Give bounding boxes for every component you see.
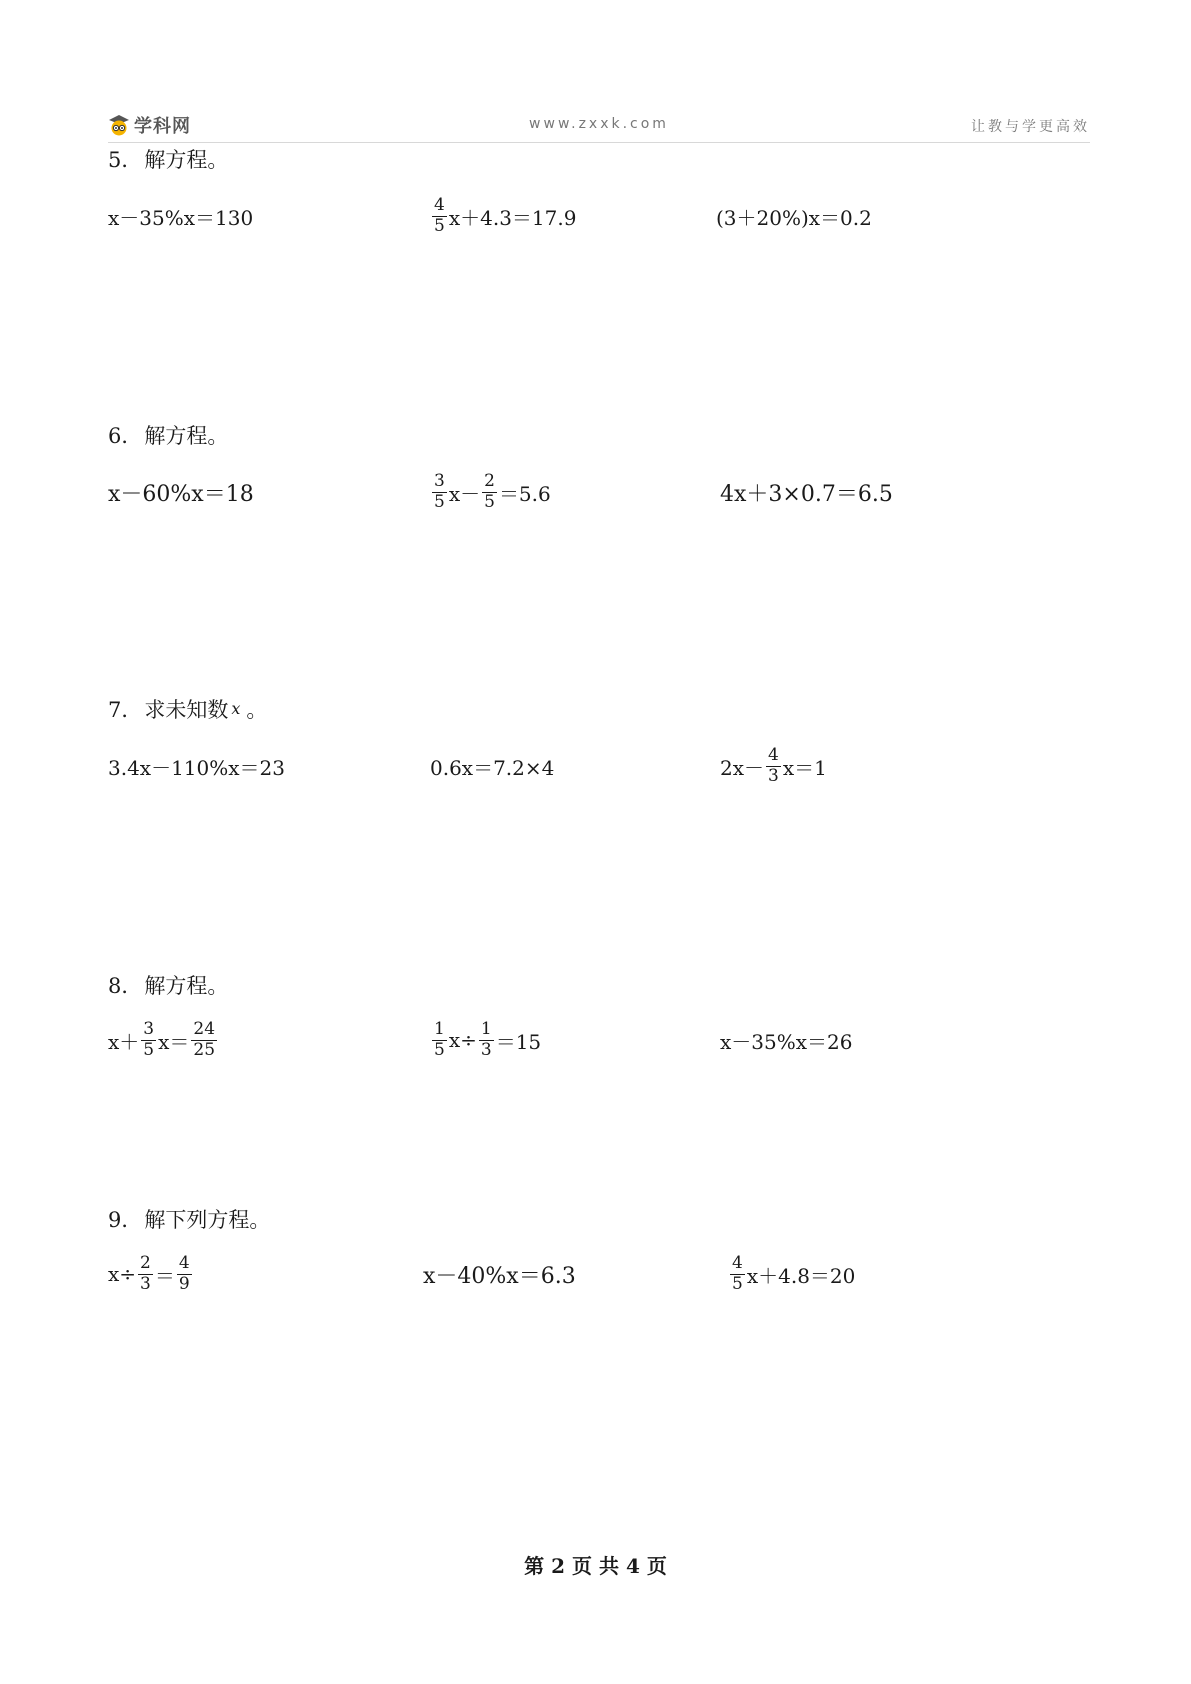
problem-instruction: 解方程。 bbox=[144, 148, 229, 172]
problem-number: 7． bbox=[108, 698, 143, 722]
total-pages: 4 bbox=[625, 1554, 640, 1578]
equation-1: x－60%x＝18 bbox=[108, 481, 254, 507]
equation-2: 0.6x＝7.2×4 bbox=[430, 755, 555, 780]
fraction: $\frac{4}{9}$ bbox=[178, 1252, 190, 1294]
equation-2: $\frac{3}{5}$ x－ $\frac{2}{5}$ ＝5.6 bbox=[434, 470, 551, 512]
equation-1: x÷ $\frac{2}{3}$ ＝ $\frac{4}{9}$ bbox=[108, 1252, 190, 1294]
fraction: $\frac{4}{5}$ bbox=[732, 1252, 743, 1294]
fraction: $\frac{2}{5}$ bbox=[484, 470, 495, 512]
equation-2: $\frac{4}{5}$ x＋4.3＝17.9 bbox=[434, 194, 577, 236]
fraction: $\frac{1}{5}$ bbox=[434, 1018, 445, 1060]
problem-title bbox=[108, 970, 1090, 1000]
fraction: $\frac{3}{5}$ bbox=[434, 470, 445, 512]
fraction: $\frac{1}{3}$ bbox=[480, 1018, 492, 1060]
problem-number: 8． bbox=[108, 974, 143, 998]
problem-instruction: 解方程。 bbox=[144, 974, 229, 998]
equation-2: x－40%x＝6.3 bbox=[423, 1263, 576, 1289]
equation-1: x＋ $\frac{3}{5}$ x＝ $\frac{24}{25}$ bbox=[108, 1018, 216, 1060]
problem-instruction: 求未知数 bbox=[144, 698, 229, 722]
equation-3: x－35%x＝26 bbox=[720, 1029, 853, 1054]
page-header bbox=[108, 108, 1090, 143]
problem-6 bbox=[108, 420, 1090, 532]
problem-title bbox=[108, 144, 1090, 174]
fraction: $\frac{3}{5}$ bbox=[143, 1018, 155, 1060]
fraction: $\frac{2}{3}$ bbox=[140, 1252, 151, 1294]
equation-3: (3＋20%)x＝0.2 bbox=[716, 205, 872, 230]
fraction: $\frac{4}{3}$ bbox=[768, 744, 779, 786]
problem-5 bbox=[108, 144, 1090, 256]
problem-title bbox=[108, 420, 1090, 450]
site-url[interactable]: www.zxxk.com bbox=[529, 116, 669, 132]
current-page: 2 bbox=[551, 1554, 566, 1578]
problem-number: 6． bbox=[108, 424, 143, 448]
problem-title bbox=[108, 1204, 1090, 1234]
variable-x: x bbox=[231, 699, 241, 718]
fraction: $\frac{4}{5}$ bbox=[434, 194, 445, 236]
problem-7 bbox=[108, 694, 1090, 806]
problem-instruction: 解下列方程。 bbox=[144, 1208, 271, 1232]
equation-3: 2x－ $\frac{4}{3}$ x＝1 bbox=[720, 744, 827, 786]
equation-2: $\frac{1}{5}$ x÷ $\frac{1}{3}$ ＝15 bbox=[434, 1018, 542, 1060]
problem-9 bbox=[108, 1204, 1090, 1314]
slogan: 让教与学更高效 bbox=[971, 119, 1090, 135]
fraction: $\frac{24}{25}$ bbox=[193, 1018, 216, 1060]
problem-number: 5． bbox=[108, 148, 143, 172]
equation-1: x－35%x＝130 bbox=[108, 205, 254, 230]
problem-8 bbox=[108, 970, 1090, 1080]
equation-1: 3.4x－110%x＝23 bbox=[108, 755, 285, 780]
equation-3: 4x＋3×0.7＝6.5 bbox=[720, 481, 893, 507]
equation-3: $\frac{4}{5}$ x＋4.8＝20 bbox=[732, 1252, 856, 1294]
problem-instruction: 解方程。 bbox=[144, 424, 229, 448]
problem-title: 7． 求未知数 x 。 bbox=[108, 694, 1090, 724]
page-footer: 第 2 页 共 4 页 bbox=[524, 1554, 667, 1578]
problem-number: 9． bbox=[108, 1208, 143, 1232]
logo-text: 学科网 bbox=[134, 116, 191, 137]
